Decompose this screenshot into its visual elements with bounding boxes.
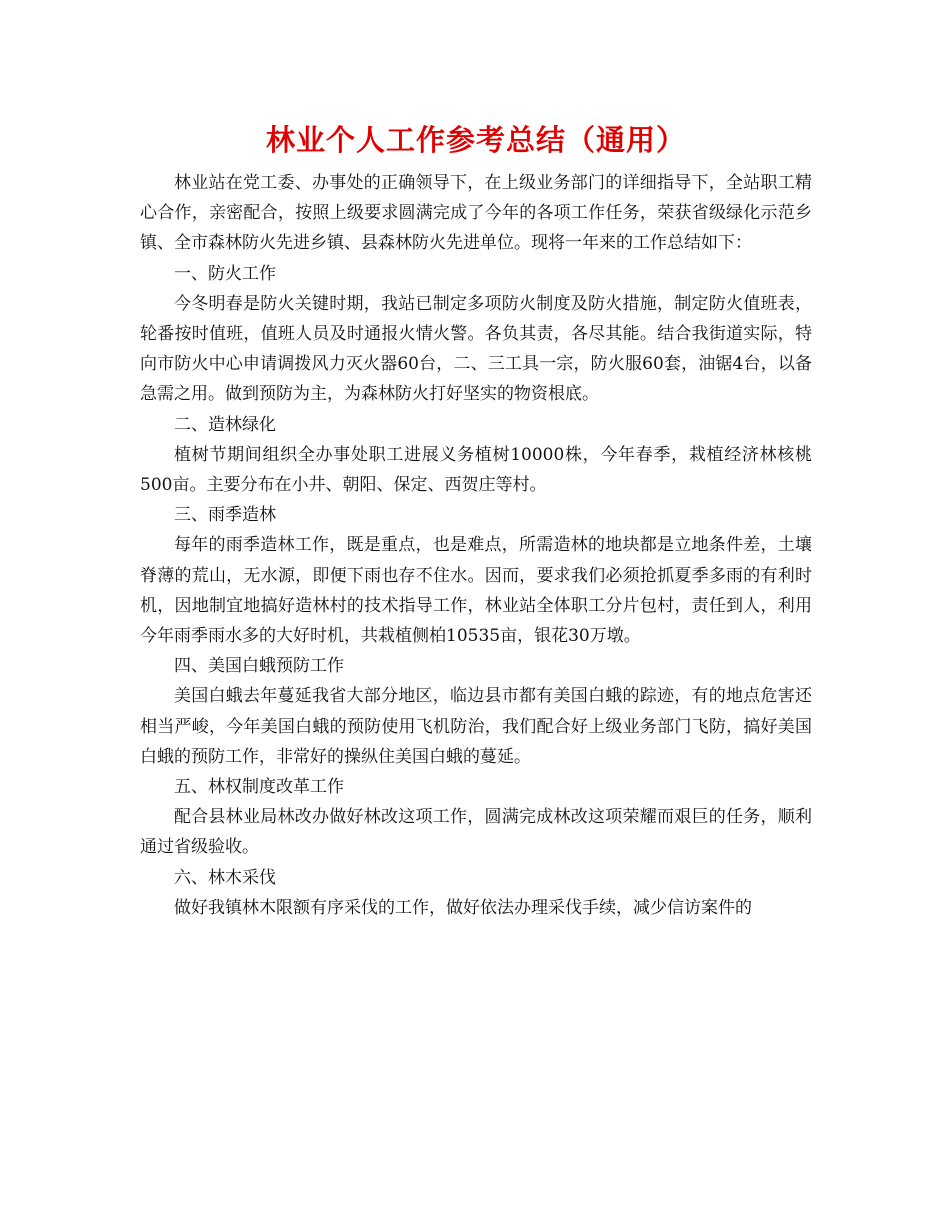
section-text-fire-prevention: 今冬明春是防火关键时期，我站已制定多项防火制度及防火措施，制定防火值班表，轮番按时值班，值班人员及时通报火情火警。各负其责，各尽其能。结合我街道实际，特向市防火中心申请调拨风力灭火器60台，二、三工具一宗，防火服60套，油锯4台，以备急需之用。做到预防为主，为森林防火打好坚实的物资根底。 xyxy=(140,293,812,405)
document-body xyxy=(140,168,812,923)
section-heading-white-moth: 四、美国白蛾预防工作 xyxy=(174,656,344,677)
section-text-white-moth: 美国白蛾去年蔓延我省大部分地区，临边县市都有美国白蛾的踪迹，有的地点危害还相当严峻，今年美国白蛾的预防使用飞机防治，我们配合好上级业务部门飞防，搞好美国白蛾的预防工作，非常好的操纵住美国白蛾的蔓延。 xyxy=(140,686,812,767)
section-heading-rainy-season: 三、雨季造林 xyxy=(174,505,276,526)
document-title: 林业个人工作参考总结（通用） xyxy=(265,123,686,157)
section-text-afforestation: 植树节期间组织全办事处职工进展义务植树10000株，今年春季，栽植经济林核桃500亩。主要分布在小井、朝阳、保定、西贺庄等村。 xyxy=(140,444,812,496)
section-text-forest-rights: 配合县林业局林改办做好林改这项工作，圆满完成林改这项荣耀而艰巨的任务，顺利通过省级验收。 xyxy=(140,807,812,858)
section-heading-forest-rights: 五、林权制度改革工作 xyxy=(174,777,344,798)
document-page xyxy=(140,118,812,923)
section-text-logging: 做好我镇林木限额有序采伐的工作，做好依法办理采伐手续，减少信访案件的 xyxy=(174,897,752,918)
section-text-rainy-season: 每年的雨季造林工作，既是重点，也是难点，所需造林的地块都是立地条件差，土壤脊薄的荒山，无水源，即便下雨也存不住水。因而，要求我们必须抢抓夏季多雨的有利时机，因地制宜地搞好造林村的技术指导工作，林业站全体职工分片包村，责任到人，利用今年雨季雨水多的大好时机，共栽植侧柏10535亩，银花30万墩。 xyxy=(140,535,812,647)
section-heading-fire-prevention: 一、防火工作 xyxy=(174,263,276,284)
section-heading-logging: 六、林木采伐 xyxy=(174,867,276,888)
intro-paragraph: 林业站在党工委、办事处的正确领导下，在上级业务部门的详细指导下，全站职工精心合作，亲密配合，按照上级要求圆满完成了今年的各项工作任务，荣获省级绿化示范乡镇、全市森林防火先进乡镇、县森林防火先进单位。现将一年来的工作总结如下： xyxy=(140,173,812,254)
section-heading-afforestation: 二、造林绿化 xyxy=(174,414,276,435)
